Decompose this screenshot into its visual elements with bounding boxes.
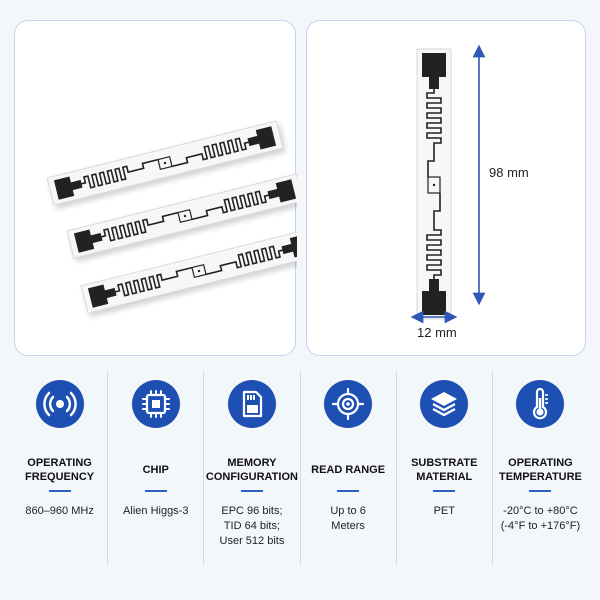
- spec-operating-frequency: [12, 372, 107, 564]
- spec-title: READ RANGE: [311, 464, 386, 476]
- dimensions-card: [306, 20, 586, 356]
- memory-card-icon: [228, 380, 276, 428]
- accent-divider: [433, 490, 455, 492]
- spec-memory-configuration: [203, 372, 299, 564]
- rfid-signal-icon: [36, 380, 84, 428]
- width-label: 12 mm: [417, 325, 457, 340]
- spec-substrate-material: [396, 372, 492, 564]
- spec-title: MEMORY CONFIGURATION: [205, 457, 298, 483]
- height-label: 98 mm: [489, 165, 529, 180]
- target-icon: [324, 380, 372, 428]
- spec-read-range: [300, 372, 396, 564]
- spec-value: EPC 96 bits; TID 64 bits; User 512 bits: [219, 505, 285, 547]
- chip-icon: [132, 380, 180, 428]
- spec-title: CHIP: [142, 464, 169, 476]
- accent-divider: [529, 490, 551, 492]
- spec-value: -20°C to +80°C (-4°F to +176°F): [500, 505, 581, 532]
- spec-title: OPERATING FREQUENCY: [25, 457, 95, 483]
- specifications-row: [12, 372, 588, 564]
- layers-icon: [420, 380, 468, 428]
- accent-divider: [241, 490, 263, 492]
- spec-value: Up to 6 Meters: [330, 505, 366, 532]
- tag-dimension-drawing: [307, 21, 587, 357]
- spec-title: SUBSTRATE MATERIAL: [411, 457, 478, 483]
- accent-divider: [49, 490, 71, 492]
- thermometer-icon: [516, 380, 564, 428]
- product-photo-card: [14, 20, 296, 356]
- spec-value: PET: [433, 505, 455, 517]
- spec-operating-temperature: [492, 372, 588, 564]
- spec-value: Alien Higgs-3: [123, 505, 189, 517]
- spec-chip: [107, 372, 203, 564]
- spec-value: 860–960 MHz: [25, 505, 94, 517]
- spec-title: OPERATING TEMPERATURE: [498, 457, 582, 483]
- accent-divider: [337, 490, 359, 492]
- rfid-tags-illustration: [15, 21, 297, 357]
- accent-divider: [145, 490, 167, 492]
